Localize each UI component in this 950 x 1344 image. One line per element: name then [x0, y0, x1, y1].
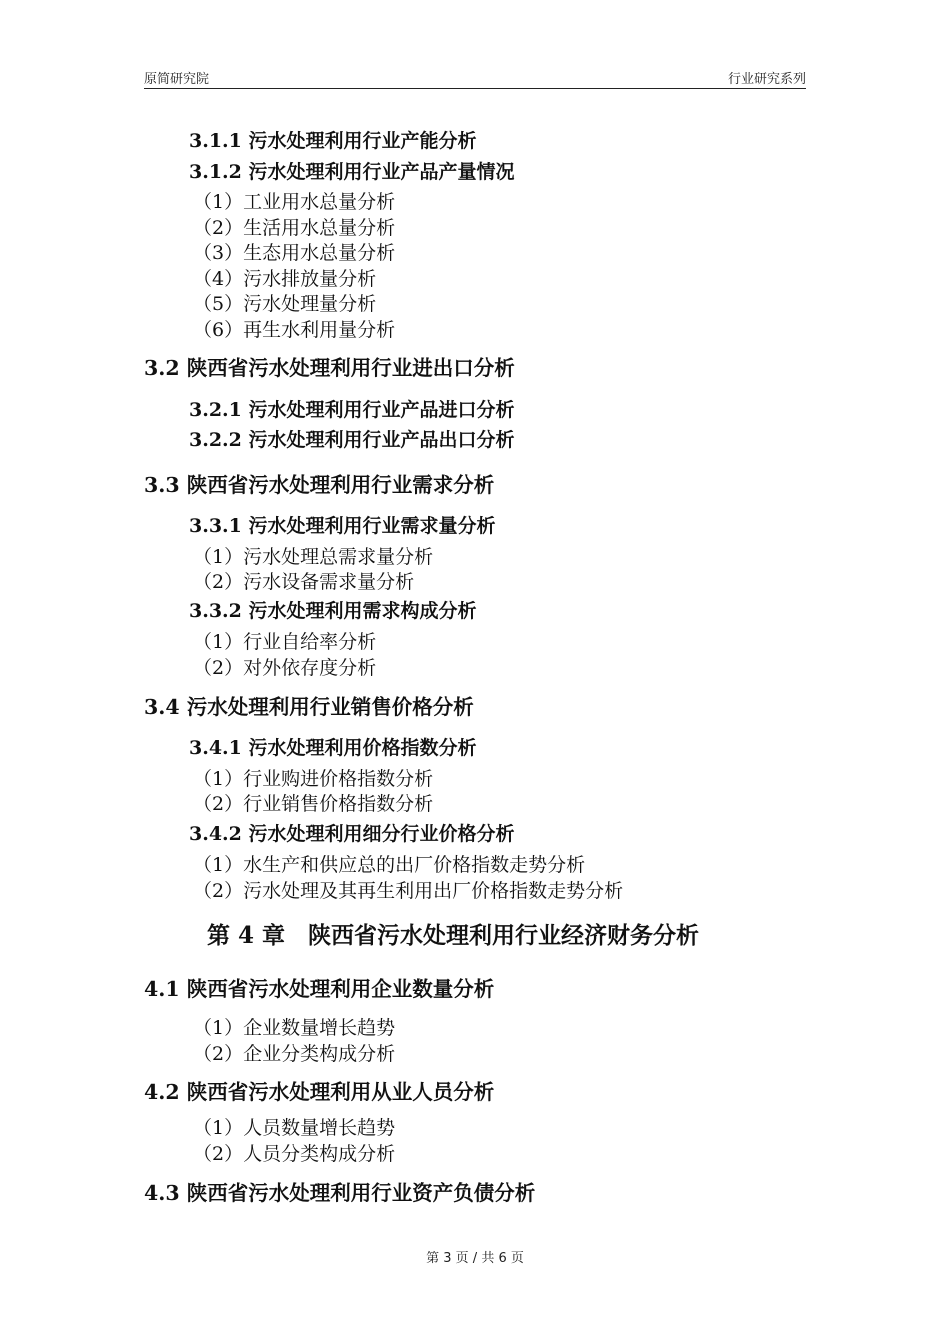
list-item: （1）行业自给率分析	[193, 631, 377, 653]
list-item: （2）污水处理及其再生利用出厂价格指数走势分析	[193, 880, 624, 902]
list-item: （1）企业数量增长趋势	[193, 1017, 396, 1039]
header-series: 行业研究系列	[727, 72, 806, 87]
list-item: （5）污水处理量分析	[193, 293, 377, 315]
subsection-heading: 3.4.2 污水处理利用细分行业价格分析	[189, 823, 515, 845]
list-item: （2）生活用水总量分析	[193, 217, 396, 239]
subsection-heading: 3.2.1 污水处理利用行业产品进口分析	[189, 399, 515, 421]
list-item: （2）人员分类构成分析	[193, 1143, 396, 1165]
list-item: （1）污水处理总需求量分析	[193, 546, 434, 568]
chapter-heading: 第 4 章 陕西省污水处理利用行业经济财务分析	[207, 922, 700, 949]
list-item: （6）再生水利用量分析	[193, 319, 396, 341]
subsection-heading: 3.1.1 污水处理利用行业产能分析	[189, 130, 477, 152]
list-item: （2）污水设备需求量分析	[193, 571, 415, 593]
list-item: （4）污水排放量分析	[193, 268, 377, 290]
section-heading: 4.3 陕西省污水处理利用行业资产负债分析	[144, 1181, 536, 1205]
list-item: （3）生态用水总量分析	[193, 242, 396, 264]
section-heading: 4.1 陕西省污水处理利用企业数量分析	[144, 977, 495, 1001]
header-org: 原简研究院	[144, 72, 210, 87]
section-heading: 3.2 陕西省污水处理利用行业进出口分析	[144, 356, 515, 380]
page-number: 第 3 页 / 共 6 页	[426, 1251, 524, 1266]
list-item: （2）企业分类构成分析	[193, 1043, 396, 1065]
subsection-heading: 3.3.2 污水处理利用需求构成分析	[189, 600, 477, 622]
section-heading: 3.3 陕西省污水处理利用行业需求分析	[144, 473, 495, 497]
list-item: （2）对外依存度分析	[193, 657, 377, 679]
list-item: （1）行业购进价格指数分析	[193, 768, 434, 790]
list-item: （1）人员数量增长趋势	[193, 1117, 396, 1139]
subsection-heading: 3.4.1 污水处理利用价格指数分析	[189, 737, 477, 759]
subsection-heading: 3.1.2 污水处理利用行业产品产量情况	[189, 161, 515, 183]
list-item: （1）水生产和供应总的出厂价格指数走势分析	[193, 854, 586, 876]
list-item: （2）行业销售价格指数分析	[193, 793, 434, 815]
section-heading: 3.4 污水处理利用行业销售价格分析	[144, 695, 474, 719]
section-heading: 4.2 陕西省污水处理利用从业人员分析	[144, 1080, 495, 1104]
subsection-heading: 3.3.1 污水处理利用行业需求量分析	[189, 515, 496, 537]
page-header	[144, 66, 806, 89]
list-item: （1）工业用水总量分析	[193, 191, 396, 213]
subsection-heading: 3.2.2 污水处理利用行业产品出口分析	[189, 429, 515, 451]
